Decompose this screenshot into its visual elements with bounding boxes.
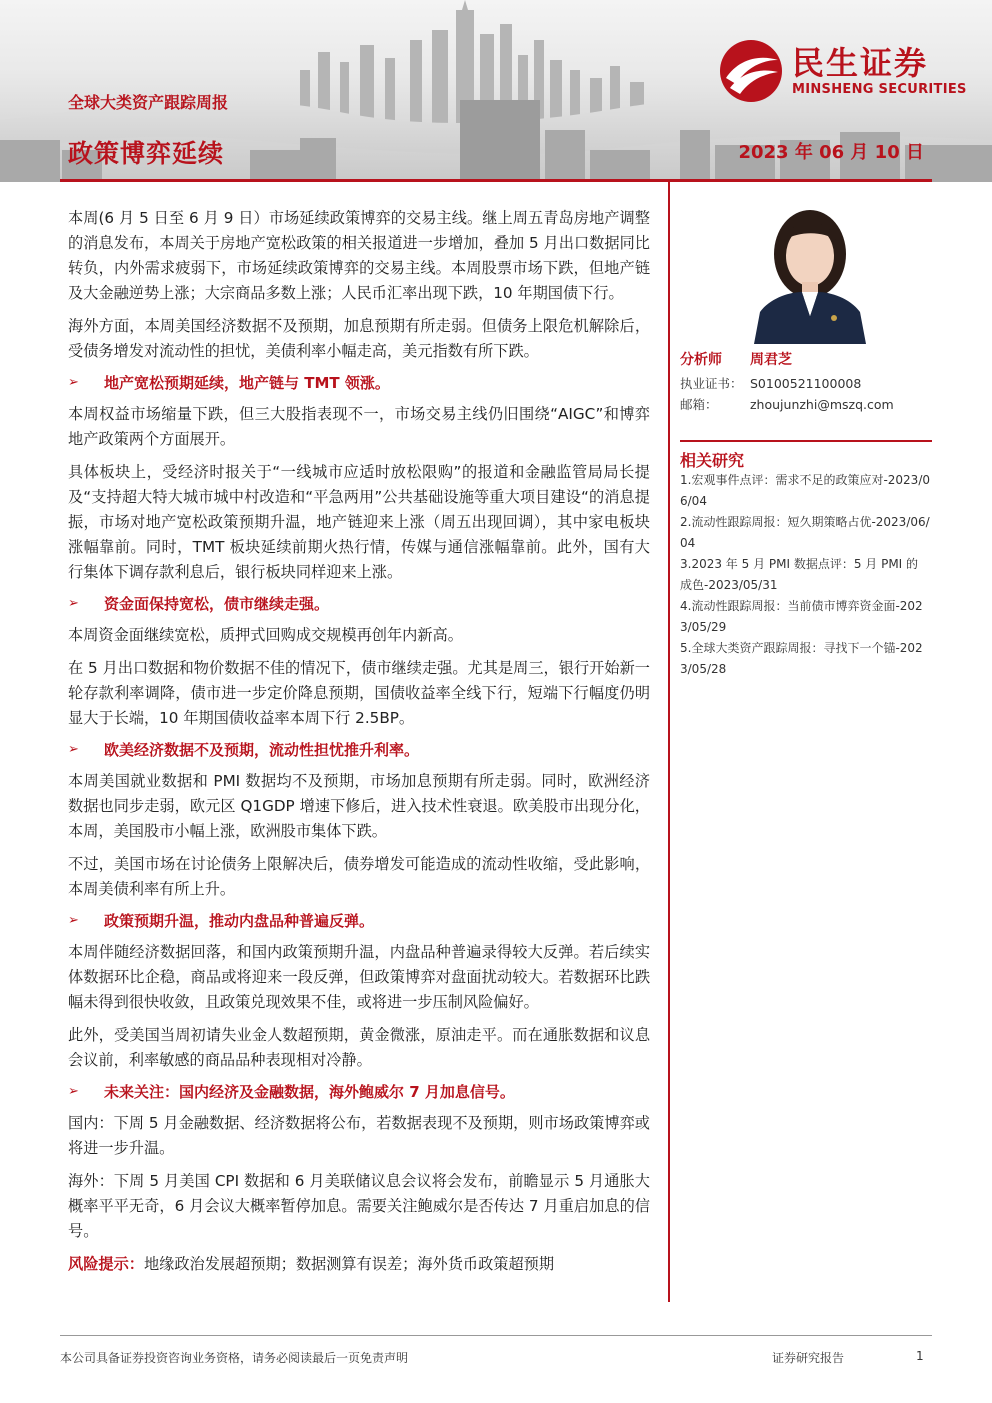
paragraph: 本周权益市场缩量下跌，但三大股指表现不一，市场交易主线仍旧围绕“AIGC”和博弈地产政策两个方面展开。: [68, 405, 650, 448]
email-link[interactable]: zhoujunzhi@mszq.com: [750, 397, 894, 412]
cert-label: 执业证书：: [680, 376, 743, 391]
section-heading-text: 未来关注：国内经济及金融数据，海外鲍威尔 7 月加息信号。: [104, 1083, 515, 1101]
paragraph: 国内：下周 5 月金融数据、经济数据将公布，若数据表现不及预期，则市场政策博弈或将进一步升温。: [68, 1114, 650, 1157]
analyst-row: [680, 350, 930, 371]
report-type: 全球大类资产跟踪周报: [68, 93, 229, 112]
paragraph: 在 5 月出口数据和物价数据不佳的情况下，债市继续走强。尤其是周三，银行开始新一轮存款利率调降，债市进一步定价降息预期，国债收益率全线下行，短端下行幅度仍明显大于长端，10 年期国债收益率本周下行 2.5BP。: [68, 659, 650, 727]
analyst-name: 周君芝: [750, 352, 792, 368]
analyst-label: 分析师: [680, 352, 722, 368]
minsheng-emblem-icon: [718, 38, 784, 104]
column-divider: [668, 182, 670, 1302]
footer-divider: [60, 1335, 932, 1336]
related-research-item[interactable]: 5.全球大类资产跟踪周报：寻找下一个锚-2023/05/28: [680, 641, 923, 676]
arrow-bullet-icon: ➢: [68, 913, 79, 928]
cert-value: S0100521100008: [750, 376, 862, 391]
paragraph: 海外方面，本周美国经济数据不及预期，加息预期有所走弱。但债务上限危机解除后，受债务增发对流动性的担忧，美债利率小幅走高，美元指数有所下跌。: [68, 317, 650, 360]
section-heading: [68, 910, 650, 932]
report-date: 2023 年 06 月 10 日: [738, 142, 924, 163]
cert-row: [680, 373, 930, 394]
section-heading-text: 欧美经济数据不及预期，流动性担忧推升利率。: [104, 741, 420, 759]
arrow-bullet-icon: ➢: [68, 596, 79, 611]
related-research-title: 相关研究: [680, 440, 932, 471]
report-header: [0, 0, 992, 182]
related-research-item[interactable]: 3.2023 年 5 月 PMI 数据点评：5 月 PMI 的成色-2023/05/31: [680, 557, 919, 592]
paragraph: 具体板块上，受经济时报关于“一线城市应适时放松限购”的报道和金融监管局局长提及“支持超大特大城市城中村改造和“平急两用”公共基础设施等重大项目建设“的消息提振，市场对地产宽松政策预期升温，地产链迎来上涨（周五出现回调），其中家电板块涨幅靠前。同时，TMT 板块延续前期火热行情，传媒与通信涨幅靠前。此外，国有大行集体下调存款利息后，银行板块同样迎来上涨。: [68, 463, 650, 581]
header-divider: [60, 179, 932, 182]
paragraph: 海外：下周 5 月美国 CPI 数据和 6 月美联储议息会议将会发布，前瞻显示 5 月通胀大概率平平无奇，6 月会议大概率暂停加息。需要关注鲍威尔是否传达 7 月重启加息的信号。: [68, 1172, 650, 1240]
analyst-photo: [750, 196, 870, 344]
main-content: [68, 206, 650, 1277]
footer-report-kind: 证券研究报告: [772, 1351, 845, 1365]
page-number: 1: [916, 1349, 924, 1363]
related-research-item[interactable]: 1.宏观事件点评：需求不足的政策应对-2023/06/04: [680, 473, 930, 508]
risk-label: 风险提示：: [68, 1255, 144, 1273]
risk-warning: [68, 1252, 650, 1277]
section-heading: [68, 372, 650, 394]
related-research-item[interactable]: 2.流动性跟踪周报：短久期策略占优-2023/06/04: [680, 515, 930, 550]
paragraph: 不过，美国市场在讨论债务上限解决后，债券增发可能造成的流动性收缩，受此影响，本周美债利率有所上升。: [68, 855, 650, 898]
paragraph: 本周资金面继续宽松，质押式回购成交规模再创年内新高。: [68, 626, 463, 644]
report-title: 政策博弈延续: [68, 139, 225, 168]
section-heading: [68, 593, 650, 615]
paragraph: 本周(6 月 5 日至 6 月 9 日）市场延续政策博弈的交易主线。继上周五青岛房地产调整的消息发布，本周关于房地产宽松政策的相关报道进一步增加，叠加 5 月出口数据同比转负，内外需求疲弱下，市场延续政策博弈的交易主线。本周股票市场下跌，但地产链及大金融逆势上涨；大宗商品多数上涨；人民币汇率出现下跌，10 年期国债下行。: [68, 209, 650, 302]
section-heading: [68, 1081, 650, 1103]
related-research-item[interactable]: 4.流动性跟踪周报：当前债市博弈资金面-2023/05/29: [680, 599, 923, 634]
related-research-list: [680, 470, 930, 680]
paragraph: 此外，受美国当周初请失业金人数超预期，黄金微涨，原油走平。而在通胀数据和议息会议前，利率敏感的商品品种表现相对冷静。: [68, 1026, 650, 1069]
analyst-info: [680, 350, 930, 415]
risk-text: 地缘政治发展超预期；数据测算有误差；海外货币政策超预期: [143, 1255, 554, 1273]
arrow-bullet-icon: ➢: [68, 742, 79, 757]
logo-text-cn: 民生证券: [792, 44, 929, 82]
section-heading-text: 资金面保持宽松，债市继续走强。: [104, 595, 330, 613]
email-label: 邮箱：: [680, 397, 718, 412]
logo-text-en: MINSHENG SECURITIES: [792, 82, 967, 97]
arrow-bullet-icon: ➢: [68, 1084, 79, 1099]
arrow-bullet-icon: ➢: [68, 375, 79, 390]
section-heading: [68, 739, 650, 761]
paragraph: 本周伴随经济数据回落，和国内政策预期升温，内盘品种普遍录得较大反弹。若后续实体数据环比企稳，商品或将迎来一段反弹，但政策博弈对盘面扰动较大。若数据环比跌幅未得到很快收敛，且政策兑现效果不佳，或将进一步压制风险偏好。: [68, 943, 650, 1011]
email-row: [680, 394, 930, 415]
minsheng-logo: [718, 36, 968, 106]
footer-disclaimer: 本公司具备证券投资咨询业务资格，请务必阅读最后一页免责声明: [60, 1351, 409, 1365]
section-heading-text: 地产宽松预期延续，地产链与 TMT 领涨。: [104, 374, 390, 392]
section-heading-text: 政策预期升温，推动内盘品种普遍反弹。: [104, 912, 375, 930]
paragraph: 本周美国就业数据和 PMI 数据均不及预期，市场加息预期有所走弱。同时，欧洲经济数据也同步走弱，欧元区 Q1GDP 增速下修后，进入技术性衰退。欧美股市出现分化，本周，美国股市小幅上涨，欧洲股市集体下跌。: [68, 772, 650, 840]
